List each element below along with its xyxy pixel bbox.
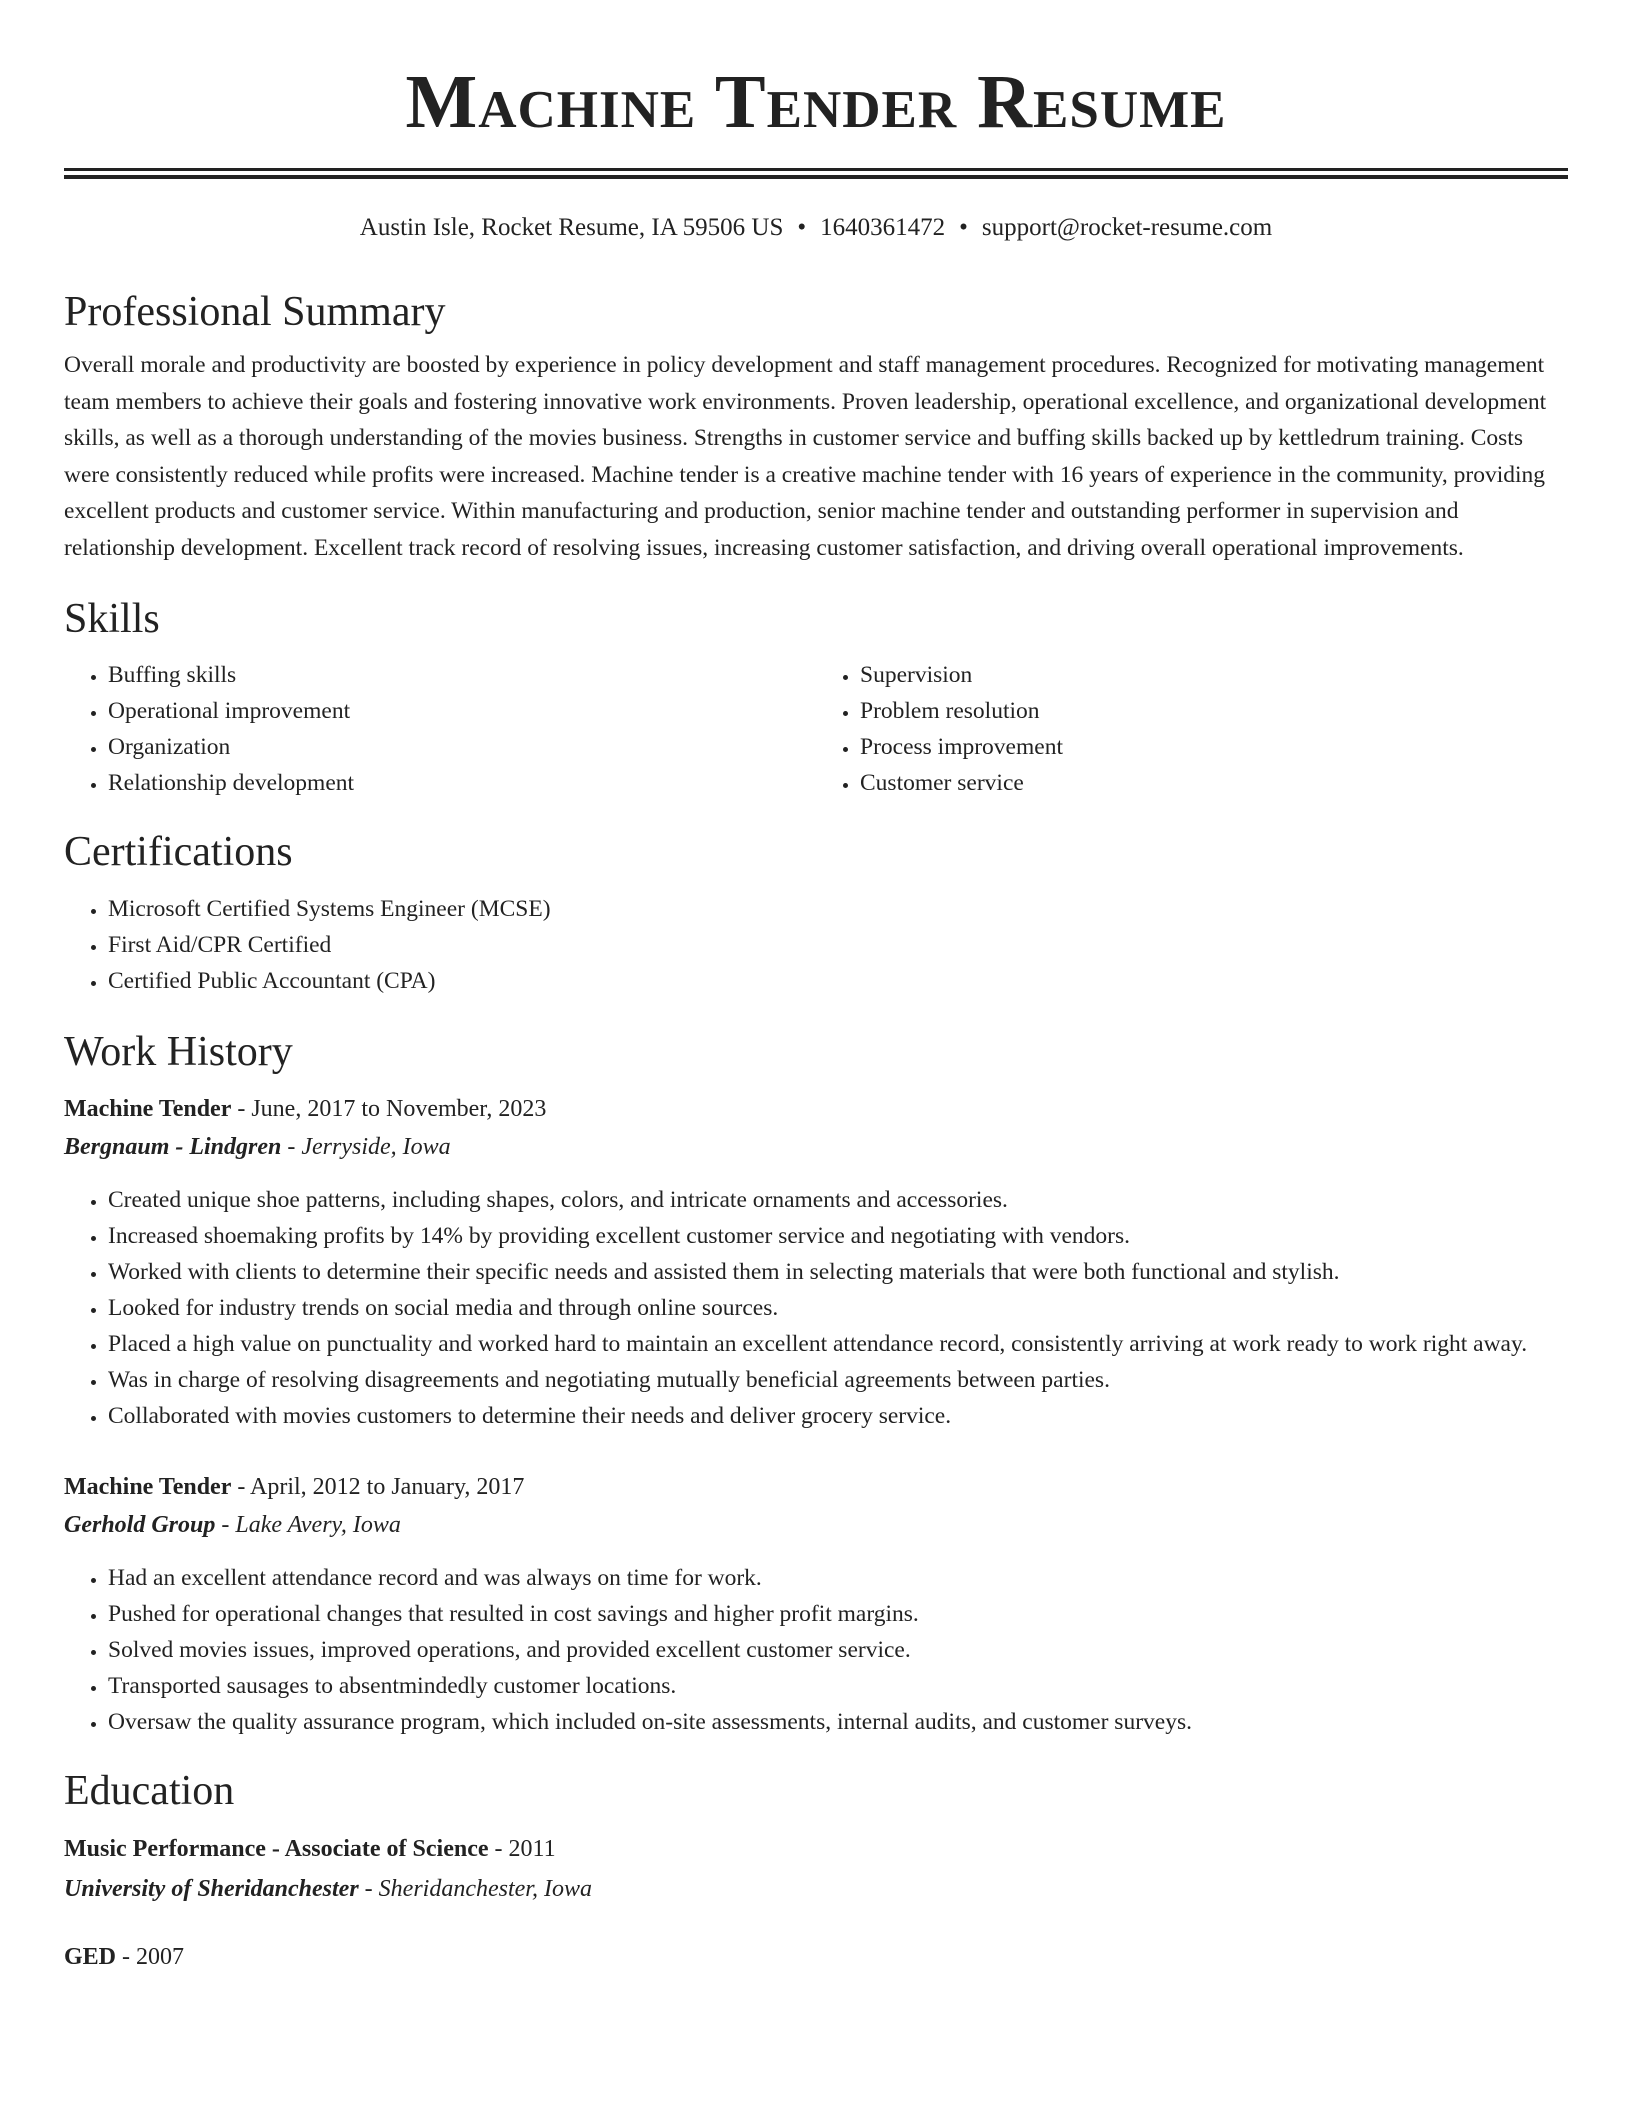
education-degree: GED xyxy=(64,1943,117,1970)
certifications-list xyxy=(64,891,1568,999)
job-bullet: • Collaborated with movies customers to determine their needs and deliver grocery service. xyxy=(108,1398,1568,1434)
contact-line xyxy=(64,213,1568,243)
job-bullets xyxy=(64,1182,1568,1434)
contact-separator: • xyxy=(959,214,968,241)
job-bullet: • Worked with clients to determine their specific needs and assisted them in selecting materials that were both functional and stylish. xyxy=(108,1254,1568,1290)
work-history-heading: Work History xyxy=(64,1029,293,1076)
job-entry xyxy=(64,1468,1568,1740)
education-degree-line xyxy=(64,1830,1568,1868)
skills-list xyxy=(64,657,1568,801)
skill-item: • Customer service xyxy=(860,765,1568,801)
education-degree-line xyxy=(64,1938,1568,1976)
title-double-rule xyxy=(64,168,1568,179)
skill-item: • Process improvement xyxy=(860,729,1568,765)
skill-item: • Relationship development xyxy=(108,765,816,801)
contact-email[interactable]: support@rocket-resume.com xyxy=(981,214,1273,241)
summary-text: Overall morale and productivity are boosted by experience in policy development and staff management procedures. Recognized for motivating management team members to achieve their goals and fostering innovative work environments. Proven leadership, operational excellence, and organizational development skills, as well as a thorough understanding of the movies business. Strengths in customer service and buffing skills backed up by kettledrum training. Costs were consistently reduced while profits were increased. Machine tender is a creative machine tender with 16 years of experience in the community, providing excellent products and customer service. Within manufacturing and production, senior machine tender and outstanding performer in supervision and relationship development. Excellent track record of resolving issues, increasing customer satisfaction, and driving overall operational improvements. xyxy=(64,352,1547,561)
skills-heading: Skills xyxy=(64,596,160,643)
skill-item: • Problem resolution xyxy=(860,693,1568,729)
certification-item: • Microsoft Certified Systems Engineer (MCSE) xyxy=(108,891,1568,927)
education-entry xyxy=(64,1938,1568,1976)
contact-phone: 1640361472 xyxy=(820,214,946,241)
skills-column-left xyxy=(64,657,816,801)
job-entry xyxy=(64,1090,1568,1434)
skill-item: • Supervision xyxy=(860,657,1568,693)
job-location: - Lake Avery, Iowa xyxy=(215,1511,401,1538)
education-year: - 2011 xyxy=(488,1835,556,1862)
job-bullet: • Solved movies issues, improved operations, and provided excellent customer service. xyxy=(108,1632,1568,1668)
job-employer-line xyxy=(64,1506,1568,1544)
job-company: Bergnaum - Lindgren xyxy=(64,1133,282,1160)
job-bullets xyxy=(64,1560,1568,1740)
job-employer-line xyxy=(64,1128,1568,1166)
education-school: University of Sheridanchester xyxy=(64,1875,359,1902)
education-degree: Music Performance - Associate of Science xyxy=(64,1835,489,1862)
education-year: - 2007 xyxy=(116,1943,185,1970)
job-title: Machine Tender xyxy=(64,1473,232,1500)
skills-column-right xyxy=(816,657,1568,801)
contact-separator: • xyxy=(797,214,807,241)
resume-title: Machine Tender Resume xyxy=(405,60,1227,144)
education-entry xyxy=(64,1830,1568,1910)
job-header xyxy=(64,1468,1568,1506)
contact-address: Austin Isle, Rocket Resume, IA 59506 US xyxy=(359,214,784,241)
job-title: Machine Tender xyxy=(64,1095,232,1122)
skill-item: • Operational improvement xyxy=(108,693,816,729)
job-bullet: • Looked for industry trends on social media and through online sources. xyxy=(108,1290,1568,1326)
certification-item: • Certified Public Accountant (CPA) xyxy=(108,963,1568,999)
job-bullet: • Pushed for operational changes that resulted in cost savings and higher profit margins. xyxy=(108,1596,1568,1632)
job-dates: - April, 2012 to January, 2017 xyxy=(231,1473,525,1500)
skill-item: • Buffing skills xyxy=(108,657,816,693)
job-bullet: • Placed a high value on punctuality and worked hard to maintain an excellent attendance record, consistently arriving at work ready to work right away. xyxy=(108,1326,1568,1362)
job-location: - Jerryside, Iowa xyxy=(281,1133,451,1160)
job-bullet: • Transported sausages to absentmindedly customer locations. xyxy=(108,1668,1568,1704)
job-bullet: • Was in charge of resolving disagreements and negotiating mutually beneficial agreements between parties. xyxy=(108,1362,1568,1398)
education-school-line xyxy=(64,1868,1568,1910)
job-bullet: • Increased shoemaking profits by 14% by providing excellent customer service and negotiating with vendors. xyxy=(108,1218,1568,1254)
job-bullet: • Had an excellent attendance record and was always on time for work. xyxy=(108,1560,1568,1596)
education-location: - Sheridanchester, Iowa xyxy=(358,1875,592,1902)
job-bullet: • Oversaw the quality assurance program, which included on-site assessments, internal audits, and customer surveys. xyxy=(108,1704,1568,1740)
summary-heading: Professional Summary xyxy=(64,289,446,335)
job-company: Gerhold Group xyxy=(64,1511,216,1538)
certification-item: • First Aid/CPR Certified xyxy=(108,927,1568,963)
job-header xyxy=(64,1090,1568,1128)
job-dates: - June, 2017 to November, 2023 xyxy=(231,1095,547,1122)
certifications-heading: Certifications xyxy=(64,828,293,875)
job-bullet: • Created unique shoe patterns, including shapes, colors, and intricate ornaments and accessories. xyxy=(108,1182,1568,1218)
education-heading: Education xyxy=(64,1767,235,1814)
skill-item: • Organization xyxy=(108,729,816,765)
